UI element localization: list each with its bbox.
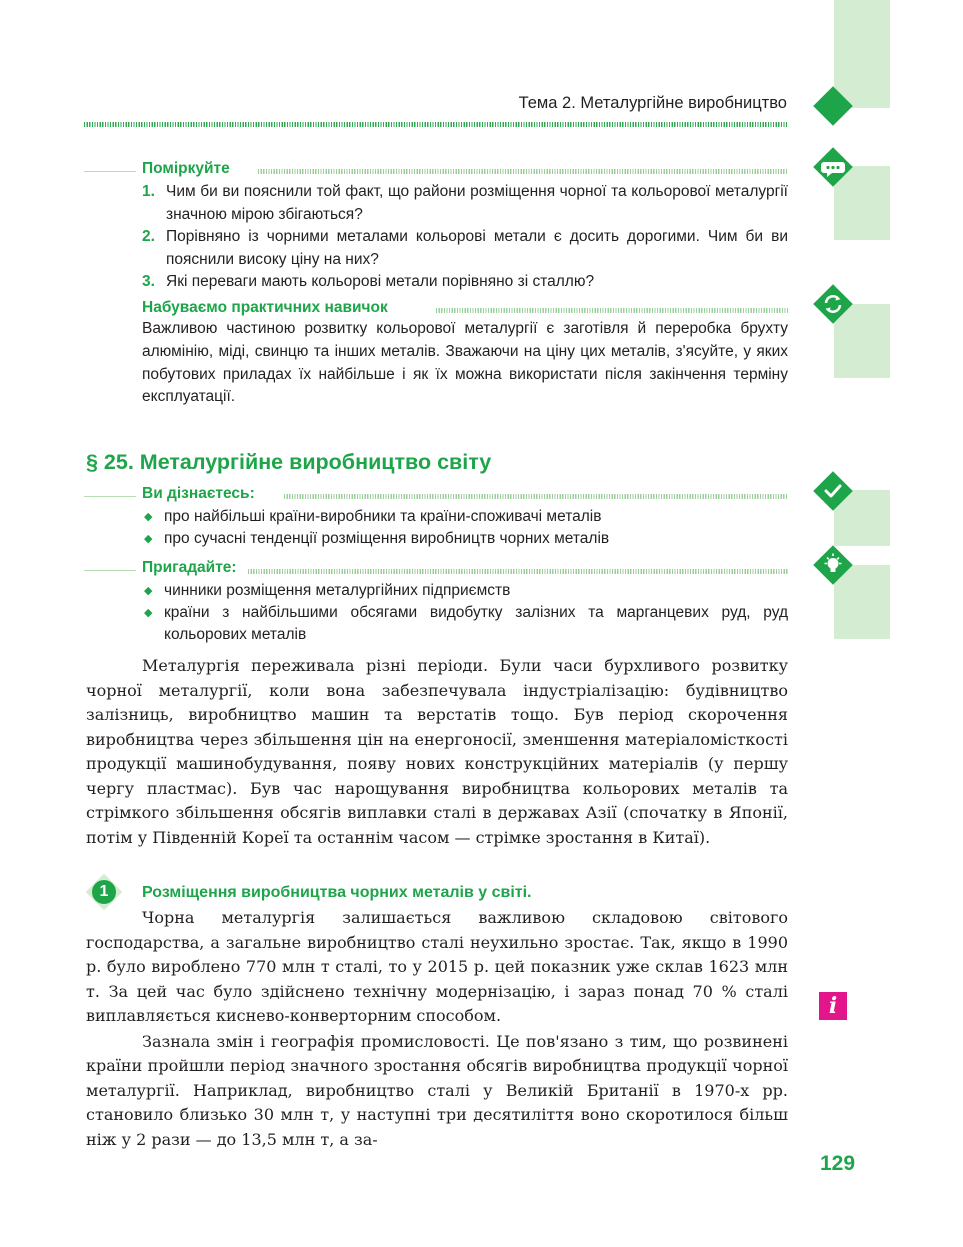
- item-text: про найбільші країни-виробники та країни-споживачі металів: [164, 508, 602, 525]
- intro-paragraph: [86, 654, 788, 850]
- think-heading: Поміркуйте: [142, 160, 230, 177]
- paragraph: Зазнала змін і географія промисловості. Це пов'язано з тим, що розвинені країни пройшли період значного зростання обсягів виробництва продукції чорної металургії. Наприклад, виробництво сталі у Великій Британії в 1970-х рр. становило близько 30 млн т, у наступні три десятиліття воно скоротилося більш ніж у 2 рази — до 13,5 млн т, а за-: [86, 1031, 788, 1149]
- practice-rule: [436, 308, 788, 313]
- header-divider: [84, 122, 788, 127]
- checkmark-icon: [813, 471, 853, 511]
- item-number: 3.: [142, 273, 155, 290]
- list-item: [142, 271, 788, 294]
- hang-rule: [84, 496, 136, 497]
- subsection-body: [86, 906, 788, 1152]
- item-text: Які переваги мають кольорові метали порівняно зі сталлю?: [166, 273, 595, 290]
- list-item: [142, 528, 788, 550]
- bullet-diamond-icon: ◆: [144, 607, 153, 619]
- list-item: [142, 602, 788, 646]
- learn-rule: [284, 494, 788, 499]
- header-title: Тема 2. Металургійне виробництво: [518, 94, 787, 112]
- item-text: Порівняно із чорними металами кольорові метали є досить дорогими. Чим би ви пояснили високу ціну на них?: [166, 228, 788, 268]
- subsection-number-badge: [86, 874, 122, 910]
- list-item: [142, 181, 788, 226]
- think-list: [142, 181, 788, 294]
- list-item: [142, 506, 788, 528]
- speech-bubble-icon: [813, 147, 853, 187]
- hang-rule: [84, 570, 136, 571]
- page-number: 129: [820, 1152, 856, 1175]
- side-tab-top: [834, 0, 890, 108]
- bullet-diamond-icon: ◆: [144, 585, 153, 597]
- hang-rule: [84, 171, 136, 172]
- practice-text: Важливою частиною розвитку кольорової металургії є заготівля й переробка брухту алюмінію, міді, свинцю та інших металів. Зважаючи на ціну цих металів, з'ясуйте, у яких побутових приладах їх найбільше і як їх можна використати після закінчення терміну експлуатації.: [142, 320, 788, 406]
- item-text: країни з найбільшими обсягами видобутку залізних та марганцевих руд, руд кольорових металів: [164, 604, 788, 643]
- learn-list: [142, 506, 788, 550]
- item-text: Чим би ви пояснили той факт, що райони розміщення чорної та кольорової металургії значною мірою збігаються?: [166, 183, 788, 223]
- practice-heading: Набуваємо практичних навичок: [142, 299, 388, 316]
- paragraph: Металургія переживала різні періоди. Були часи бурхливого розвитку чорної металургії, коли вона забезпечувала індустріалізацію: будівництво залізниць, виробництво машин та верстатів тощо. Був період скорочення виробництва через збільшення цін на енергоносії, зменшення матеріаломісткості продукції машинобудування, появу нових конструкційних матеріалів (у першу чергу пластмас). Був час нарощування виробництва кольорових металів та стрімкого збільшення обсягів виплавки сталі в державах Азії (спочатку в Японії, потім у Південній Кореї та останнім часом — стрімке зростання в Китаї).: [86, 656, 788, 847]
- think-rule: [258, 169, 788, 174]
- item-text: про сучасні тенденції розміщення виробництв чорних металів: [164, 530, 610, 547]
- recall-heading: Пригадайте:: [142, 559, 237, 576]
- lightbulb-icon: [813, 545, 853, 585]
- list-item: [142, 580, 788, 602]
- refresh-icon: [813, 284, 853, 324]
- item-text: чинники розміщення металургійних підприємств: [164, 582, 511, 599]
- item-number: 2.: [142, 228, 155, 245]
- bullet-diamond-icon: ◆: [144, 533, 153, 545]
- subsection-title: Розміщення виробництва чорних металів у світі.: [142, 884, 532, 901]
- bullet-diamond-icon: ◆: [144, 511, 153, 523]
- paragraph: Чорна металургія залишається важливою складовою світового господарства, а загальне виробництво сталі неухильно зростає. Так, якщо в 1990 р. було вироблено 770 млн т сталі, то у 2015 р. цей показник уже склав 1623 млн т. За цей час було здійснено технічну модернізацію, і зараз понад 70 % сталі виплавляється киснево-конверторним способом.: [86, 908, 788, 1025]
- learn-heading: Ви дізнаєтесь:: [142, 485, 255, 502]
- subsection-number: 1: [99, 883, 109, 900]
- list-item: [142, 226, 788, 271]
- section-title: § 25. Металургійне виробництво світу: [86, 450, 492, 474]
- recall-list: [142, 580, 788, 646]
- item-number: 1.: [142, 183, 155, 200]
- recall-rule: [248, 569, 788, 574]
- info-icon: i: [819, 992, 847, 1020]
